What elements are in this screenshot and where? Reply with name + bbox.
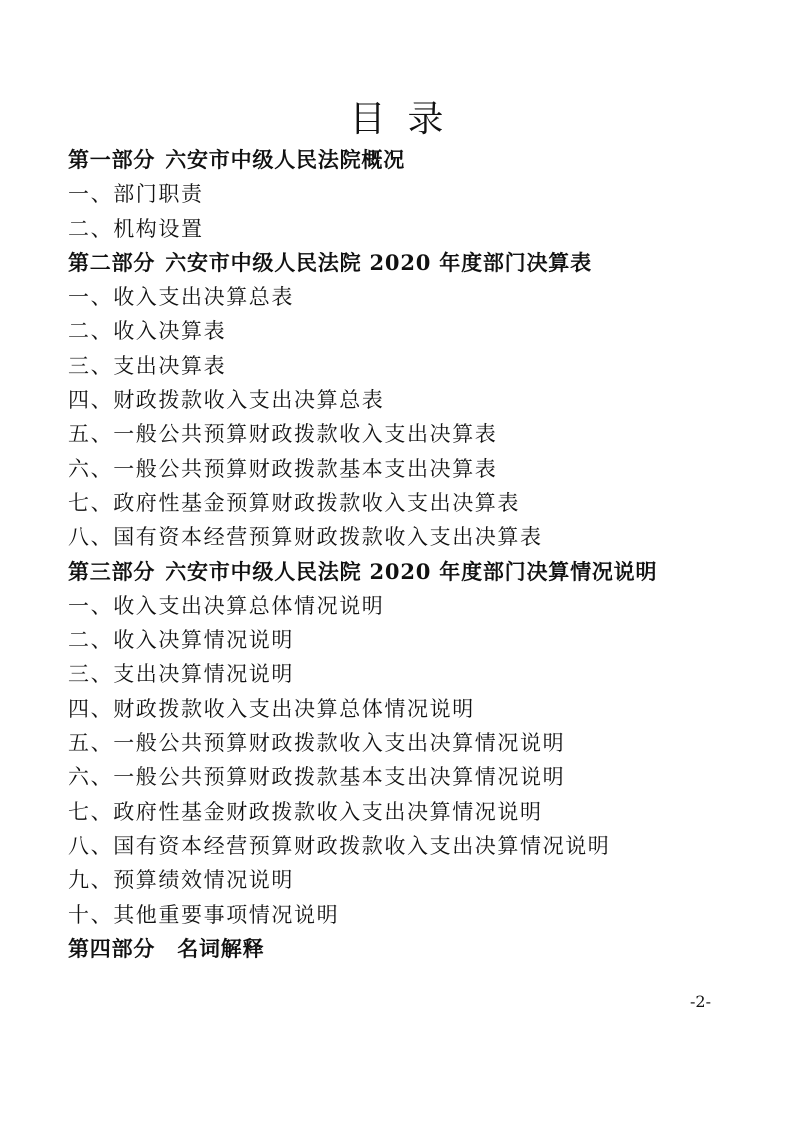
- toc-item[interactable]: 十、其他重要事项情况说明: [68, 902, 340, 927]
- table-of-contents: [68, 143, 758, 966]
- page-number: -2-: [690, 992, 711, 1011]
- toc-item[interactable]: 五、一般公共预算财政拨款收入支出决算情况说明: [68, 731, 566, 756]
- toc-item[interactable]: 三、支出决算表: [68, 353, 227, 378]
- toc-item[interactable]: 一、部门职责: [68, 182, 204, 207]
- toc-item[interactable]: 五、一般公共预算财政拨款收入支出决算表: [68, 422, 498, 447]
- toc-item[interactable]: 九、预算绩效情况说明: [68, 868, 294, 893]
- toc-part-4[interactable]: [68, 932, 758, 966]
- toc-item[interactable]: 六、一般公共预算财政拨款基本支出决算表: [68, 456, 498, 481]
- toc-item[interactable]: 七、政府性基金预算财政拨款收入支出决算表: [68, 490, 520, 515]
- toc-part-title: 六安市中级人民法院 2020 年度部门决算表: [165, 249, 592, 275]
- toc-item[interactable]: 二、收入决算情况说明: [68, 628, 294, 653]
- toc-part-number: 第四部分: [68, 935, 156, 961]
- page-title: 目录: [349, 99, 466, 140]
- toc-part-title: 六安市中级人民法院概况: [165, 147, 406, 172]
- toc-item[interactable]: 三、支出决算情况说明: [68, 662, 294, 687]
- toc-part-number: 第三部分: [68, 558, 156, 584]
- toc-item[interactable]: 四、财政拨款收入支出决算总表: [68, 388, 385, 413]
- toc-part-title: 六安市中级人民法院 2020 年度部门决算情况说明: [165, 558, 658, 584]
- toc-item[interactable]: 一、收入支出决算总体情况说明: [68, 593, 385, 618]
- toc-part-number: 第一部分: [68, 147, 156, 172]
- toc-item[interactable]: 二、收入决算表: [68, 319, 227, 344]
- toc-item[interactable]: 八、国有资本经营预算财政拨款收入支出决算情况说明: [68, 833, 611, 858]
- toc-item[interactable]: 二、机构设置: [68, 216, 204, 241]
- toc-item[interactable]: 四、财政拨款收入支出决算总体情况说明: [68, 696, 475, 721]
- toc-part-title: 名词解释: [177, 935, 265, 961]
- toc-part-2[interactable]: [68, 246, 758, 280]
- toc-item[interactable]: 一、收入支出决算总表: [68, 285, 294, 310]
- toc-part-3[interactable]: [68, 555, 758, 589]
- toc-part-number: 第二部分: [68, 249, 156, 275]
- toc-item[interactable]: 六、一般公共预算财政拨款基本支出决算情况说明: [68, 765, 566, 790]
- toc-item[interactable]: 七、政府性基金财政拨款收入支出决算情况说明: [68, 799, 543, 824]
- toc-part-1[interactable]: [68, 143, 758, 177]
- toc-item[interactable]: 八、国有资本经营预算财政拨款收入支出决算表: [68, 525, 543, 550]
